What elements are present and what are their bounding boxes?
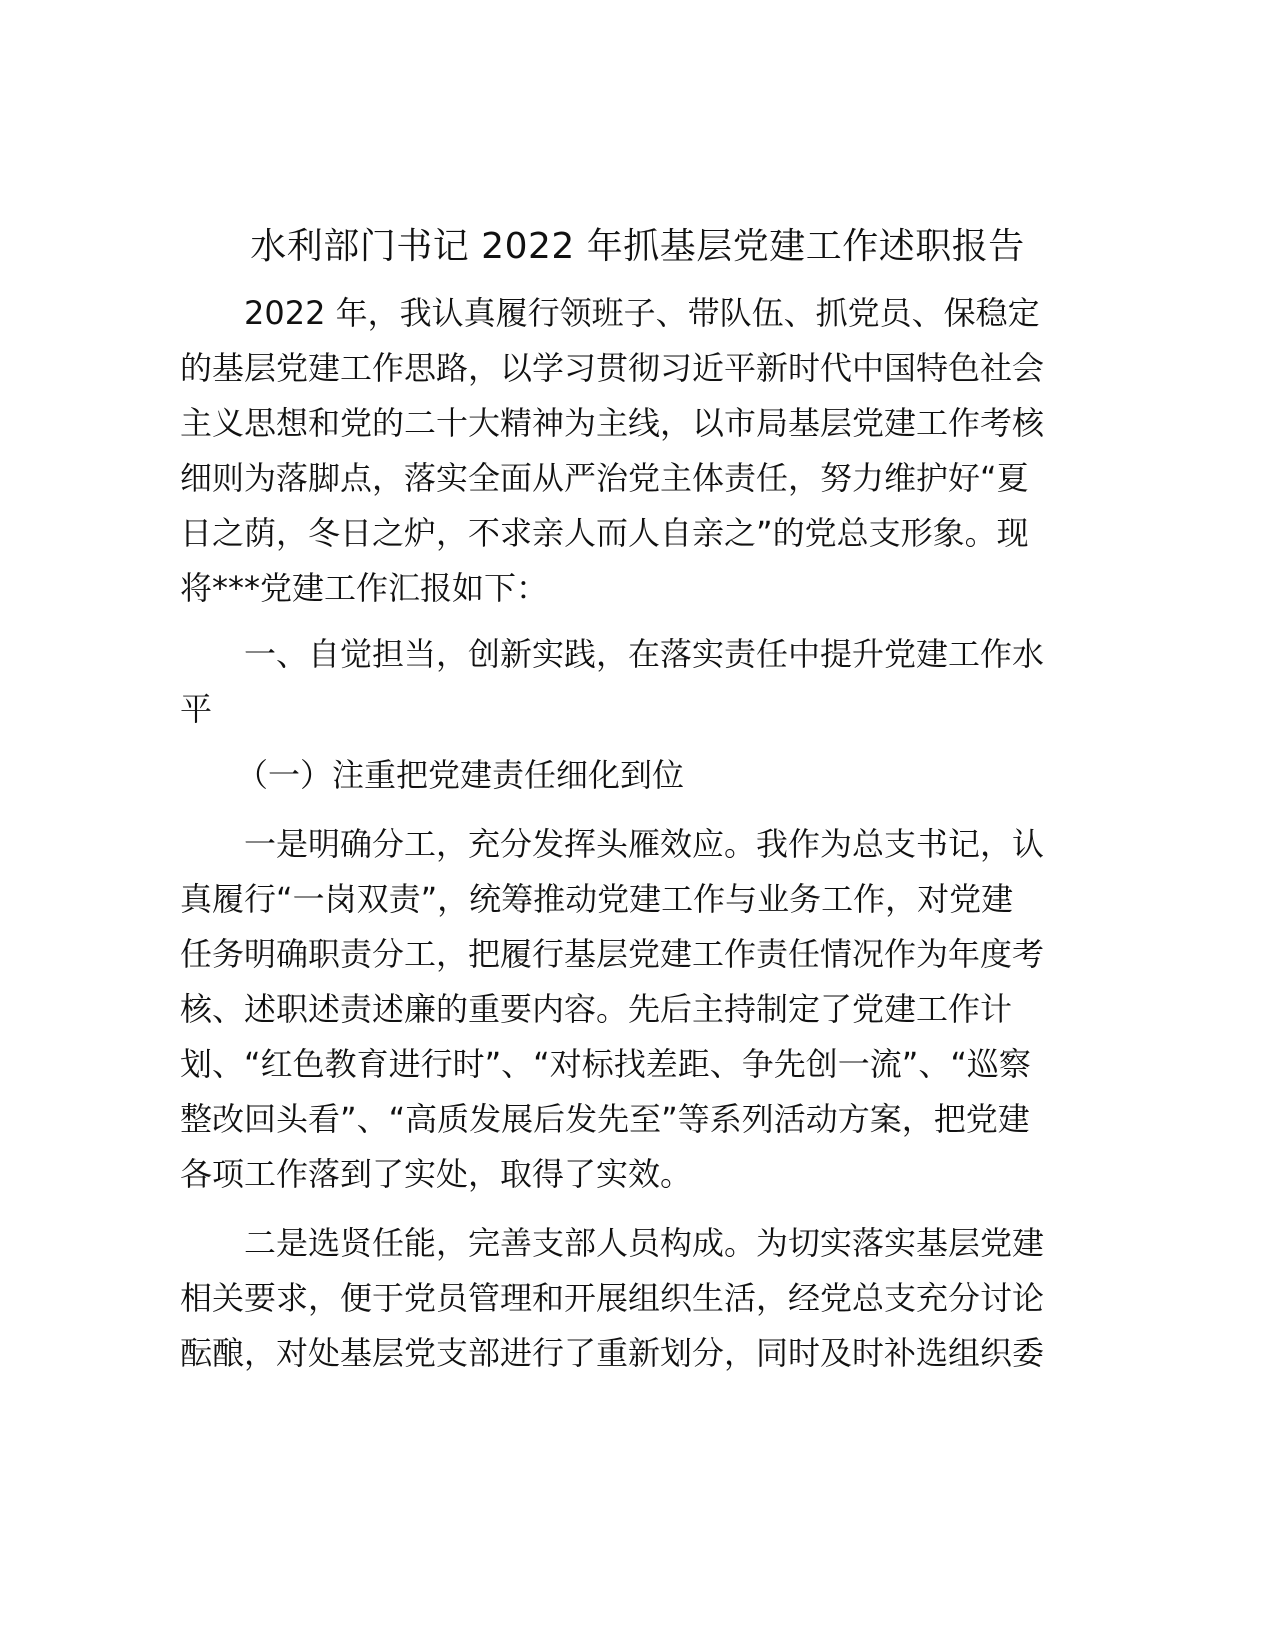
body-line: 核、述职述责述廉的重要内容。先后主持制定了党建工作计 [180, 990, 1013, 1028]
subsection-heading: （一）注重把党建责任细化到位 [236, 756, 685, 794]
document-title: 水利部门书记 2022 年抓基层党建工作述职报告 [250, 226, 1025, 267]
body-line: 各项工作落到了实处，取得了实效。 [180, 1155, 693, 1193]
body-line: 真履行“一岗双责”，统筹推动党建工作与业务工作，对党建 [180, 880, 1014, 918]
body-line: 相关要求，便于党员管理和开展组织生活，经党总支充分讨论 [180, 1279, 1045, 1317]
body-line: 主义思想和党的二十大精神为主线，以市局基层党建工作考核 [180, 404, 1045, 442]
body-line: 2022 年，我认真履行领班子、带队伍、抓党员、保稳定 [244, 294, 1040, 332]
body-line: 一是明确分工，充分发挥头雁效应。我作为总支书记，认 [244, 825, 1045, 863]
body-line: 细则为落脚点，落实全面从严治党主体责任，努力维护好“夏 [180, 459, 1029, 497]
section-heading: 一、自觉担当，创新实践，在落实责任中提升党建工作水 [244, 635, 1045, 673]
body-line: 将***党建工作汇报如下： [180, 569, 549, 607]
section-heading: 平 [180, 690, 213, 728]
body-line: 二是选贤任能，完善支部人员构成。为切实落实基层党建 [244, 1224, 1045, 1262]
body-line: 划、“红色教育进行时”、“对标找差距、争先创一流”、“巡察 [180, 1045, 1031, 1083]
body-line: 酝酿，对处基层党支部进行了重新划分，同时及时补选组织委 [180, 1334, 1045, 1372]
body-line: 的基层党建工作思路，以学习贯彻习近平新时代中国特色社会 [180, 349, 1045, 387]
body-line: 任务明确职责分工，把履行基层党建工作责任情况作为年度考 [180, 935, 1045, 973]
body-line: 整改回头看”、“高质发展后发先至”等系列活动方案，把党建 [180, 1100, 1030, 1138]
body-line: 日之荫，冬日之炉，不求亲人而人自亲之”的党总支形象。现 [180, 514, 1029, 552]
